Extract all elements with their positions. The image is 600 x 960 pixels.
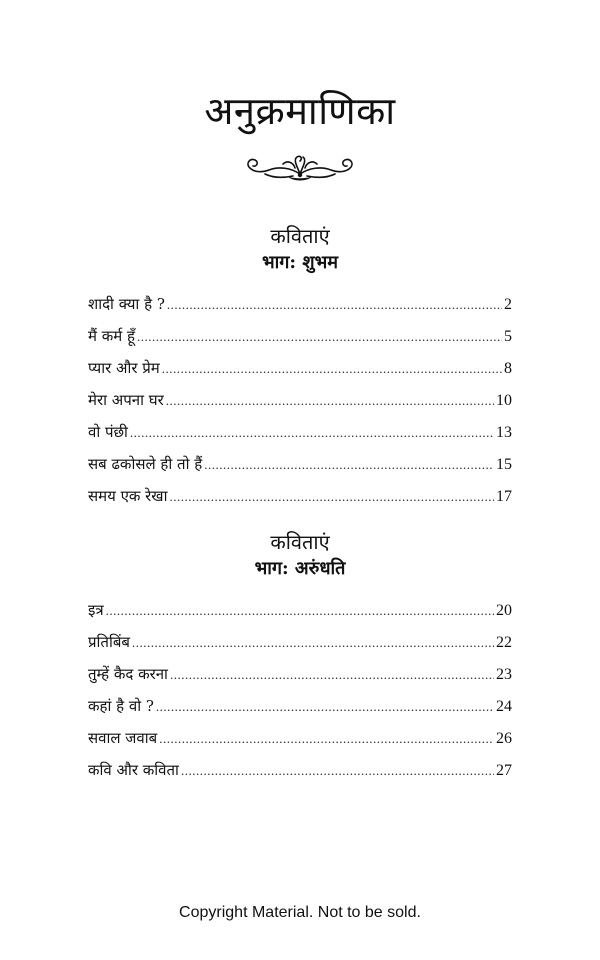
- dot-leader: [162, 353, 502, 385]
- toc-entry[interactable]: [88, 288, 512, 320]
- toc-entry[interactable]: [88, 352, 512, 384]
- section-subheading: भाग: शुभम: [261, 252, 339, 273]
- dot-leader: [204, 449, 494, 481]
- toc-entry-title: वो पंछी: [88, 423, 128, 441]
- toc-entry-page: 5: [504, 328, 512, 345]
- dot-leader: [156, 691, 494, 723]
- toc-entry[interactable]: [88, 480, 512, 512]
- toc-entry-title: सब ढकोसले ही तो हैं: [88, 455, 203, 473]
- toc-entry[interactable]: [88, 448, 512, 480]
- dot-leader: [170, 659, 494, 691]
- toc-entry-title: तुम्हें कैद करना: [88, 665, 168, 683]
- dot-leader: [181, 755, 494, 787]
- toc-list: [88, 288, 512, 512]
- page-title: अनुक्रमाणिका: [204, 89, 396, 133]
- flourish-divider-icon: [243, 152, 357, 188]
- toc-entry[interactable]: [88, 416, 512, 448]
- toc-list: [88, 594, 512, 786]
- dot-leader: [106, 595, 494, 627]
- toc-section-arundhati: [88, 528, 512, 786]
- dot-leader: [166, 385, 494, 417]
- toc-entry-title: समय एक रेखा: [88, 487, 168, 505]
- toc-entry-page: 17: [496, 488, 512, 505]
- toc-entry-title: मैं कर्म हूँ: [88, 327, 135, 345]
- toc-entry[interactable]: [88, 754, 512, 786]
- toc-entry-page: 15: [496, 456, 512, 473]
- toc-entry-page: 20: [496, 602, 512, 619]
- toc-entry[interactable]: [88, 320, 512, 352]
- toc-entry-title: प्यार और प्रेम: [88, 359, 160, 377]
- copyright-notice: Copyright Material. Not to be sold.: [179, 904, 421, 921]
- toc-entry[interactable]: [88, 384, 512, 416]
- toc-entry-page: 23: [496, 666, 512, 683]
- toc-entry-title: इत्र: [88, 601, 104, 619]
- toc-entry-page: 24: [496, 698, 512, 715]
- toc-entry-title: कहां है वो ?: [88, 697, 154, 715]
- dot-leader: [130, 417, 494, 449]
- toc-entry-title: सवाल जवाब: [88, 729, 158, 747]
- dot-leader: [132, 627, 494, 659]
- toc-entry[interactable]: [88, 722, 512, 754]
- toc-entry-title: प्रतिबिंब: [88, 633, 130, 651]
- toc-entry-page: 13: [496, 424, 512, 441]
- toc-entry-page: 10: [496, 392, 512, 409]
- toc-entry-page: 27: [496, 762, 512, 779]
- toc-entry-page: 8: [504, 360, 512, 377]
- section-heading: कविताएं: [270, 530, 330, 554]
- toc-entry[interactable]: [88, 594, 512, 626]
- toc-entry-page: 22: [496, 634, 512, 651]
- dot-leader: [167, 289, 502, 321]
- toc-entry-title: मेरा अपना घर: [88, 391, 164, 409]
- toc-entry-title: कवि और कविता: [88, 761, 179, 779]
- toc-entry-page: 26: [496, 730, 512, 747]
- toc-entry[interactable]: [88, 690, 512, 722]
- toc-entry[interactable]: [88, 658, 512, 690]
- toc-entry-title: शादी क्या है ?: [88, 295, 165, 313]
- section-subheading: भाग: अरुंधति: [254, 558, 346, 579]
- toc-entry[interactable]: [88, 626, 512, 658]
- dot-leader: [137, 321, 502, 353]
- dot-leader: [159, 723, 494, 755]
- toc-section-shubham: [88, 222, 512, 512]
- toc-entry-page: 2: [504, 296, 512, 313]
- section-heading: कविताएं: [270, 224, 330, 248]
- dot-leader: [169, 481, 494, 513]
